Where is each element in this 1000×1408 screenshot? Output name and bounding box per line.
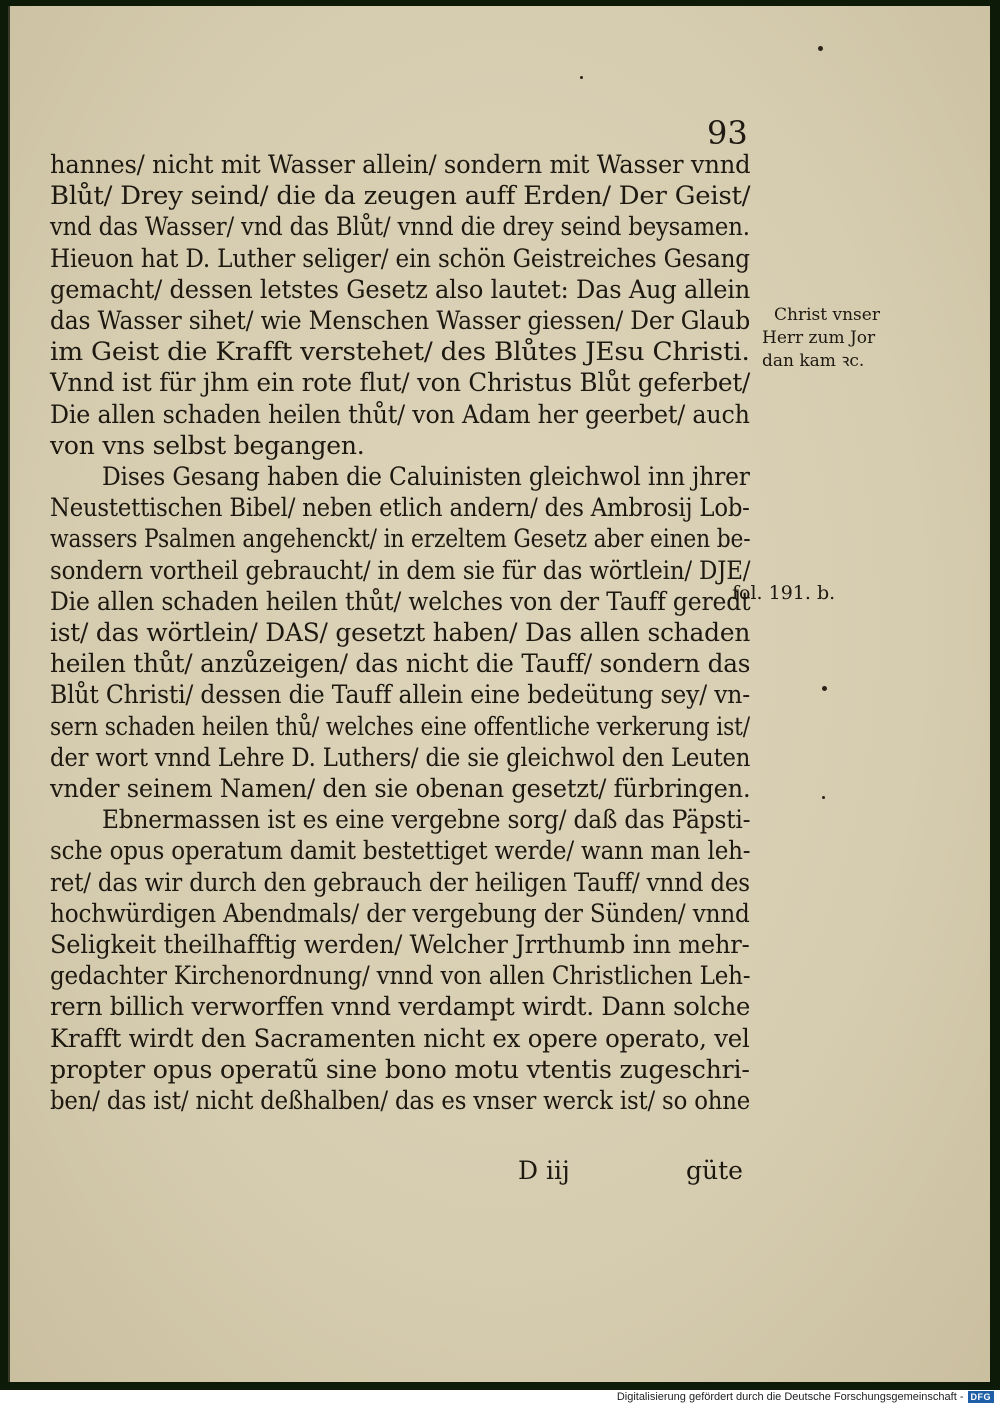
marginal-note-line: Christ vnser bbox=[774, 305, 880, 325]
text-line: Dises Gesang haben die Caluinisten gleichwol inn jhrer bbox=[102, 462, 750, 491]
book-page bbox=[8, 6, 990, 1382]
text-line: Neustettischen Bibel/ neben etlich andern/ des Ambrosij Lob- bbox=[50, 493, 750, 522]
text-line: wassers Psalmen angehenckt/ in erzeltem Gesetz aber einen be- bbox=[50, 524, 751, 553]
text-line: das Wasser sihet/ wie Menschen Wasser giessen/ Der Glaub bbox=[50, 306, 751, 335]
text-line: von vns selbst begangen. bbox=[50, 431, 365, 460]
ink-speck bbox=[822, 686, 827, 691]
signature-mark: D iij bbox=[518, 1156, 570, 1185]
text-line: Die allen schaden heilen thůt/ welches von der Tauff geredt bbox=[50, 587, 751, 616]
text-line: vnder seinem Namen/ den sie obenan gesetzt/ fürbringen. bbox=[50, 774, 751, 803]
marginal-note-line: Herr zum Jor bbox=[762, 328, 876, 348]
text-line: Die allen schaden heilen thůt/ von Adam her geerbet/ auch bbox=[50, 400, 750, 429]
ink-speck bbox=[818, 46, 823, 51]
text-line: Hieuon hat D. Luther seliger/ ein schön Geistreiches Gesang bbox=[50, 244, 750, 273]
text-line: Blůt/ Drey seind/ die da zeugen auff Erden/ Der Geist/ bbox=[50, 181, 751, 210]
text-line: Ebnermassen ist es eine vergebne sorg/ daß das Päpsti- bbox=[102, 805, 751, 834]
text-line: hochwürdigen Abendmals/ der vergebung der Sünden/ vnnd bbox=[50, 899, 750, 928]
text-line: im Geist die Krafft verstehet/ des Blůtes JEsu Christi. bbox=[50, 337, 750, 366]
marginal-note-line: dan kam ꝛc. bbox=[762, 351, 865, 371]
text-line: Seligkeit theilhafftig werden/ Welcher Jrrthumb inn mehr- bbox=[50, 930, 750, 959]
ink-speck bbox=[822, 796, 825, 799]
text-line: ben/ das ist/ nicht deßhalben/ das es vnser werck ist/ so ohne bbox=[50, 1086, 751, 1115]
text-line: propter opus operatũ sine bono motu vtentis zugeschri- bbox=[50, 1055, 750, 1084]
text-line: der wort vnnd Lehre D. Luthers/ die sie gleichwol den Leuten bbox=[50, 743, 751, 772]
text-line: sondern vortheil gebraucht/ in dem sie für das wörtlein/ DJE/ bbox=[50, 556, 751, 585]
text-line: rern billich verworffen vnnd verdampt wirdt. Dann solche bbox=[50, 992, 751, 1021]
catchword: güte bbox=[686, 1156, 743, 1185]
text-line: sern schaden heilen thů/ welches eine offentliche verkerung ist/ bbox=[50, 712, 750, 741]
marginal-note-folio: fol. 191. b. bbox=[732, 582, 836, 604]
credit-text: Digitalisierung gefördert durch die Deutsche Forschungsgemeinschaft - bbox=[616, 1391, 964, 1403]
text-line: sche opus operatum damit bestettiget werde/ wann man leh- bbox=[50, 836, 751, 865]
text-line: ret/ das wir durch den gebrauch der heiligen Tauff/ vnnd des bbox=[50, 868, 750, 897]
text-line: vnd das Wasser/ vnd das Blůt/ vnnd die drey seind beysamen. bbox=[50, 212, 750, 241]
text-line: gedachter Kirchenordnung/ vnnd von allen Christlichen Leh- bbox=[50, 961, 751, 990]
text-line: Vnnd ist für jhm ein rote flut/ von Christus Blůt geferbet/ bbox=[50, 368, 751, 397]
dfg-logo: DFG bbox=[968, 1391, 995, 1403]
text-line: hannes/ nicht mit Wasser allein/ sondern mit Wasser vnnd bbox=[50, 150, 751, 179]
text-line: Krafft wirdt den Sacramenten nicht ex opere operato, vel bbox=[50, 1024, 750, 1053]
text-line: ist/ das wörtlein/ DAS/ gesetzt haben/ Das allen schaden bbox=[50, 618, 751, 647]
text-line: gemacht/ dessen letstes Gesetz also lautet: Das Aug allein bbox=[50, 275, 751, 304]
text-line: heilen thůt/ anzůzeigen/ das nicht die Tauff/ sondern das bbox=[50, 649, 751, 678]
digitization-credit bbox=[617, 1391, 994, 1403]
text-line: Blůt Christi/ dessen die Tauff allein eine bedeütung sey/ vn- bbox=[50, 680, 750, 709]
ink-speck bbox=[580, 76, 583, 79]
marginal-note-hymn bbox=[762, 304, 880, 373]
page-number: 93 bbox=[707, 114, 748, 152]
